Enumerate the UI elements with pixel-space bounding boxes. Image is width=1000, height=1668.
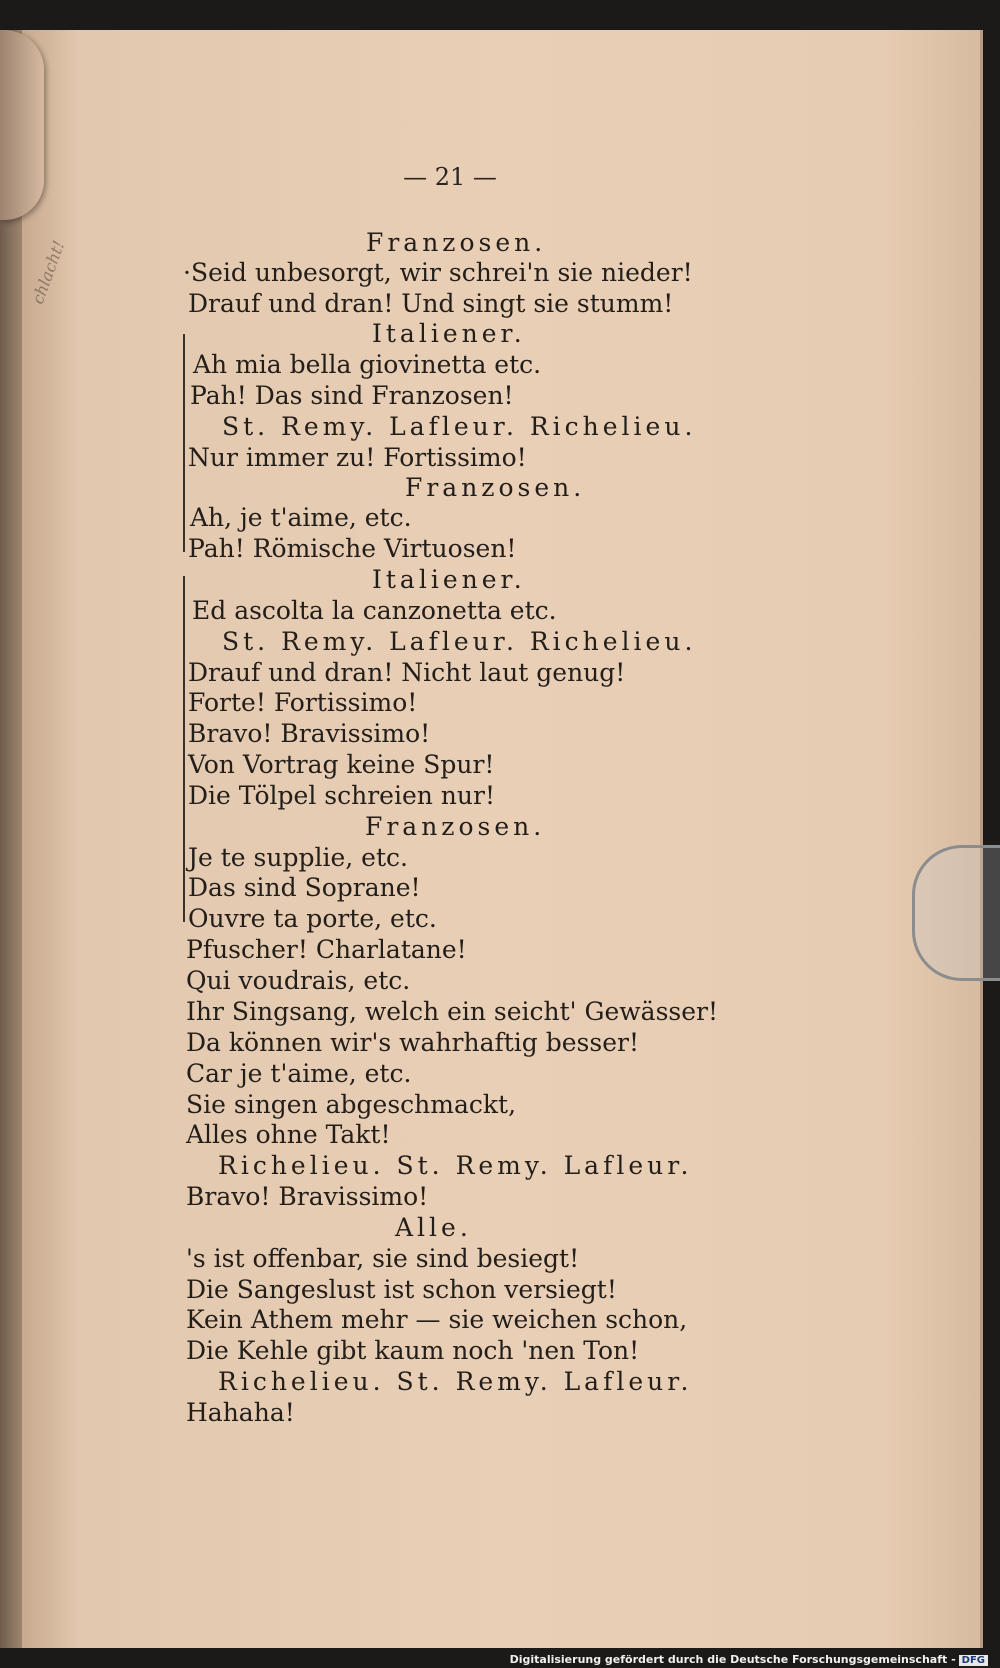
- verse-line: Ed ascolta la canzonetta etc.: [192, 596, 557, 625]
- verse-line: Pah! Das sind Franzosen!: [190, 381, 514, 410]
- verse-line: Forte! Fortissimo!: [188, 688, 418, 717]
- speaker-italiener: Italiener.: [372, 319, 526, 348]
- paper-clip: [912, 845, 1000, 981]
- page-number: — 21 —: [403, 163, 497, 191]
- verse-line: ·Seid unbesorgt, wir schrei'n sie nieder!: [183, 258, 693, 287]
- verse-line: Sie singen abgeschmackt,: [186, 1090, 517, 1119]
- dfg-logo: DFG: [959, 1655, 988, 1666]
- verse-line: Je te supplie, etc.: [188, 843, 408, 872]
- verse-line: Ah, je t'aime, etc.: [190, 503, 412, 532]
- verse-line: Die Sangeslust ist schon versiegt!: [186, 1275, 617, 1304]
- brace-italiener-2: [183, 576, 185, 922]
- verse-line: Alles ohne Takt!: [186, 1120, 391, 1149]
- speaker-alle: Alle.: [395, 1213, 472, 1242]
- speaker-franzosen: Franzosen.: [405, 473, 586, 502]
- previous-page-curl: [0, 30, 44, 220]
- speaker-group: Richelieu. St. Remy. Lafleur.: [218, 1151, 693, 1180]
- verse-line: Bravo! Bravissimo!: [186, 1182, 429, 1211]
- speaker-group: St. Remy. Lafleur. Richelieu.: [222, 412, 697, 441]
- verse-line: Qui voudrais, etc.: [186, 966, 411, 995]
- verse-line: Nur immer zu! Fortissimo!: [188, 443, 527, 472]
- verse-line: Ihr Singsang, welch ein seicht' Gewässer!: [186, 997, 719, 1026]
- verse-line: Bravo! Bravissimo!: [188, 719, 431, 748]
- verse-line: Pah! Römische Virtuosen!: [188, 534, 517, 563]
- verse-line: Ah mia bella giovinetta etc.: [193, 350, 542, 379]
- speaker-group: Richelieu. St. Remy. Lafleur.: [218, 1367, 693, 1396]
- footer-text: Digitalisierung gefördert durch die Deutsche Forschungsgemeinschaft -: [509, 1653, 956, 1666]
- verse-line: Ouvre ta porte, etc.: [188, 904, 437, 933]
- digitization-footer: [510, 1653, 988, 1666]
- bleed-through-text: chlacht!: [28, 237, 69, 307]
- verse-line: Da können wir's wahrhaftig besser!: [186, 1028, 639, 1057]
- verse-line: Hahaha!: [186, 1398, 295, 1427]
- verse-line: Drauf und dran! Und singt sie stumm!: [188, 289, 674, 318]
- verse-line: Pfuscher! Charlatane!: [186, 935, 467, 964]
- verse-line: Die Kehle gibt kaum noch 'nen Ton!: [186, 1336, 640, 1365]
- speaker-franzosen: Franzosen.: [366, 228, 547, 257]
- verse-line: Die Tölpel schreien nur!: [188, 781, 495, 810]
- verse-line: Das sind Soprane!: [188, 873, 421, 902]
- verse-line: Von Vortrag keine Spur!: [188, 750, 495, 779]
- speaker-italiener: Italiener.: [372, 565, 526, 594]
- speaker-group: St. Remy. Lafleur. Richelieu.: [222, 627, 697, 656]
- speaker-franzosen: Franzosen.: [365, 812, 546, 841]
- verse-line: Drauf und dran! Nicht laut genug!: [188, 658, 626, 687]
- brace-italiener-1: [183, 334, 185, 552]
- verse-line: Kein Athem mehr — sie weichen schon,: [186, 1305, 688, 1334]
- verse-line: Car je t'aime, etc.: [186, 1059, 412, 1088]
- verse-line: 's ist offenbar, sie sind besiegt!: [186, 1244, 580, 1273]
